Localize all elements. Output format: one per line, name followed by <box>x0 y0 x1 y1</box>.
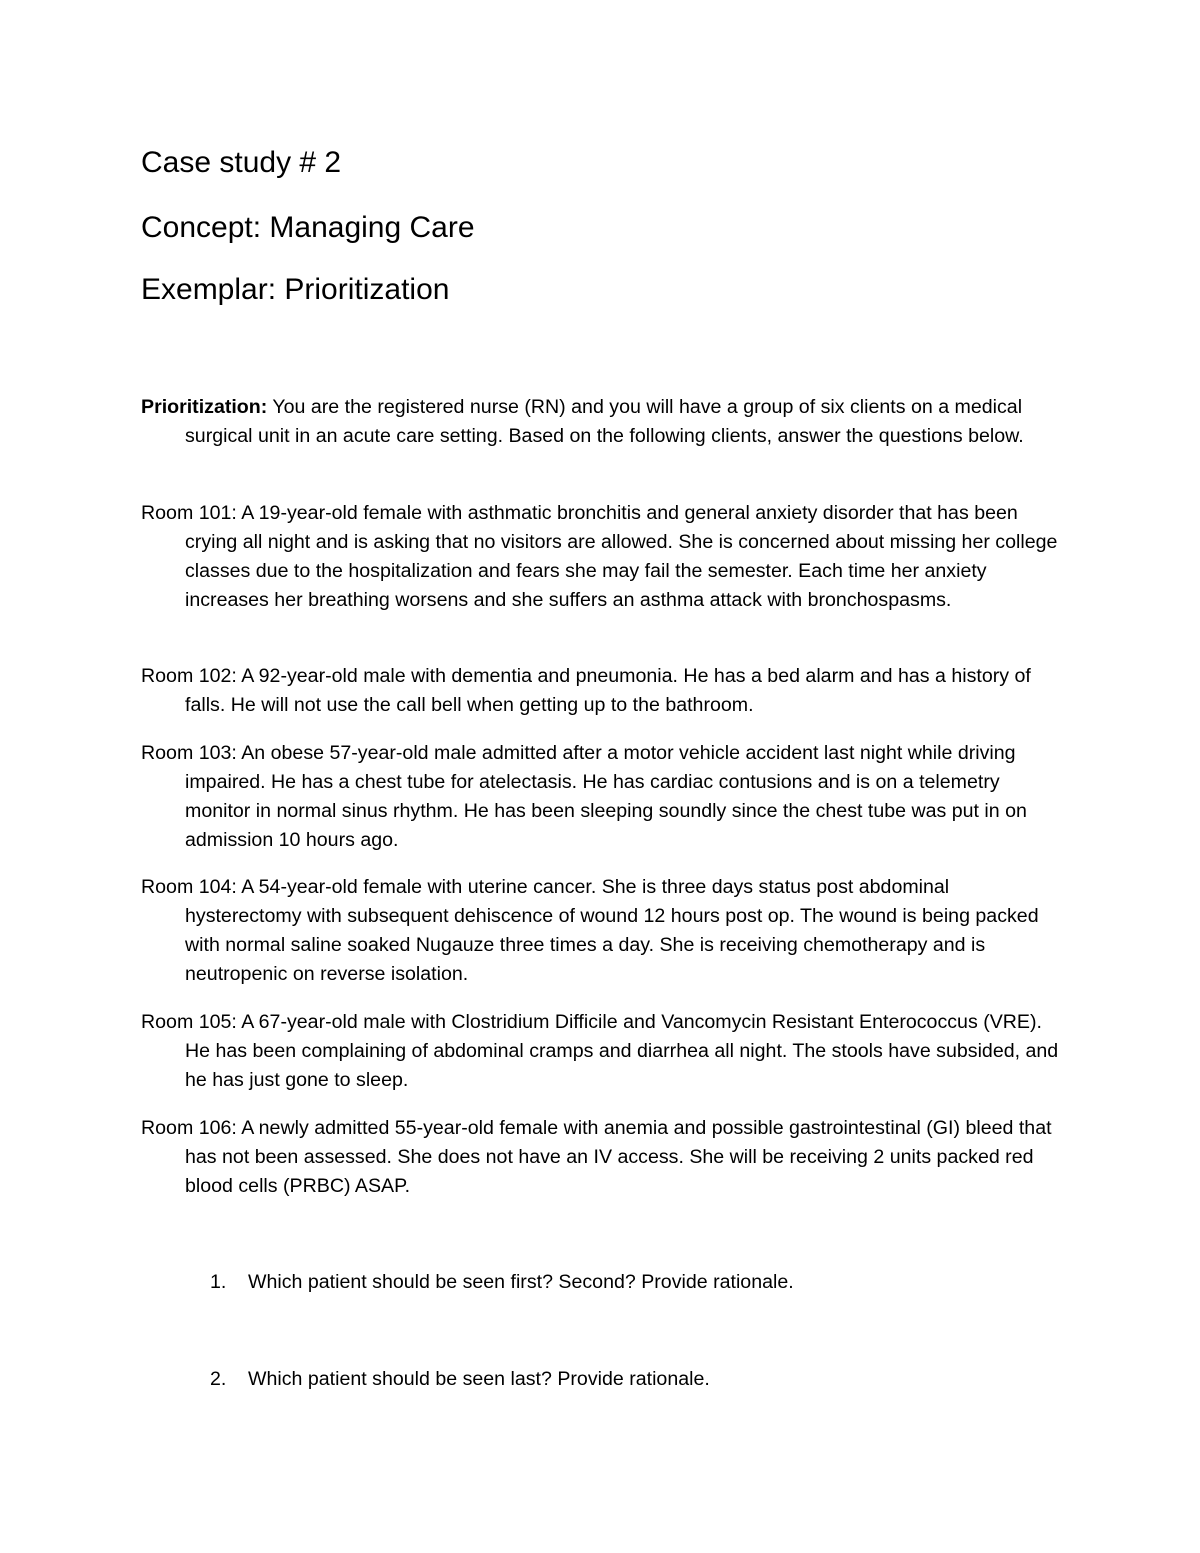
room-104-paragraph <box>141 873 1061 989</box>
case-study-heading: Case study # 2 <box>141 146 342 179</box>
room-description: A 54-year-old female with uterine cancer. She is three days status post abdominal hysterectomy with subsequent dehiscence of wound 12 hours post op. The wound is being packed with normal saline soaked Nugauze three times a day. She is receiving chemotherapy and is neutropenic on reverse isolation. <box>185 876 1039 985</box>
intro-label: Prioritization: <box>141 396 268 418</box>
room-description: An obese 57-year-old male admitted after a motor vehicle accident last night while driving impaired. He has a chest tube for atelectasis. He has cardiac contusions and is on a telemetry monitor in normal sinus rhythm. He has been sleeping soundly since the chest tube was put in on admission 10 hours ago. <box>185 742 1027 851</box>
room-description: A 92-year-old male with dementia and pneumonia. He has a bed alarm and has a history of falls. He will not use the call bell when getting up to the bathroom. <box>185 665 1031 716</box>
room-103-paragraph <box>141 739 1061 855</box>
room-101-paragraph <box>141 499 1061 615</box>
room-description: A 19-year-old female with asthmatic bronchitis and general anxiety disorder that has been crying all night and is asking that no visitors are allowed. She is concerned about missing her college classes due to the hospitalization and fears she may fail the semester. Each time her anxiety increases her breathing worsens and she suffers an asthma attack with bronchospasms. <box>185 502 1058 611</box>
question-number: 1. <box>210 1271 227 1293</box>
question-number: 2. <box>210 1368 227 1390</box>
room-label: Room 103: <box>141 742 237 764</box>
room-106-paragraph <box>141 1114 1061 1201</box>
room-105-paragraph <box>141 1008 1061 1095</box>
intro-text: You are the registered nurse (RN) and you will have a group of six clients on a medical surgical unit in an acute care setting. Based on the following clients, answer the questions below. <box>185 396 1024 447</box>
room-description: A 67-year-old male with Clostridium Difficile and Vancomycin Resistant Enterococcus (VRE). He has been complaining of abdominal cramps and diarrhea all night. The stools have subsided, and he has just gone to sleep. <box>185 1011 1059 1091</box>
question-2 <box>210 1365 1070 1394</box>
room-102-paragraph <box>141 662 1061 720</box>
question-text: Which patient should be seen last? Provide rationale. <box>248 1368 710 1390</box>
exemplar-heading: Exemplar: Prioritization <box>141 273 450 306</box>
room-label: Room 105: <box>141 1011 237 1033</box>
concept-heading: Concept: Managing Care <box>141 211 475 244</box>
question-1 <box>210 1268 1070 1297</box>
room-label: Room 102: <box>141 665 237 687</box>
intro-paragraph <box>141 393 1061 451</box>
room-description: A newly admitted 55-year-old female with anemia and possible gastrointestinal (GI) bleed that has not been assessed. She does not have an IV access. She will be receiving 2 units packed red blood cells (PRBC) ASAP. <box>185 1117 1052 1197</box>
question-text: Which patient should be seen first? Second? Provide rationale. <box>248 1271 794 1293</box>
room-label: Room 104: <box>141 876 237 898</box>
room-label: Room 106: <box>141 1117 237 1139</box>
room-label: Room 101: <box>141 502 237 524</box>
